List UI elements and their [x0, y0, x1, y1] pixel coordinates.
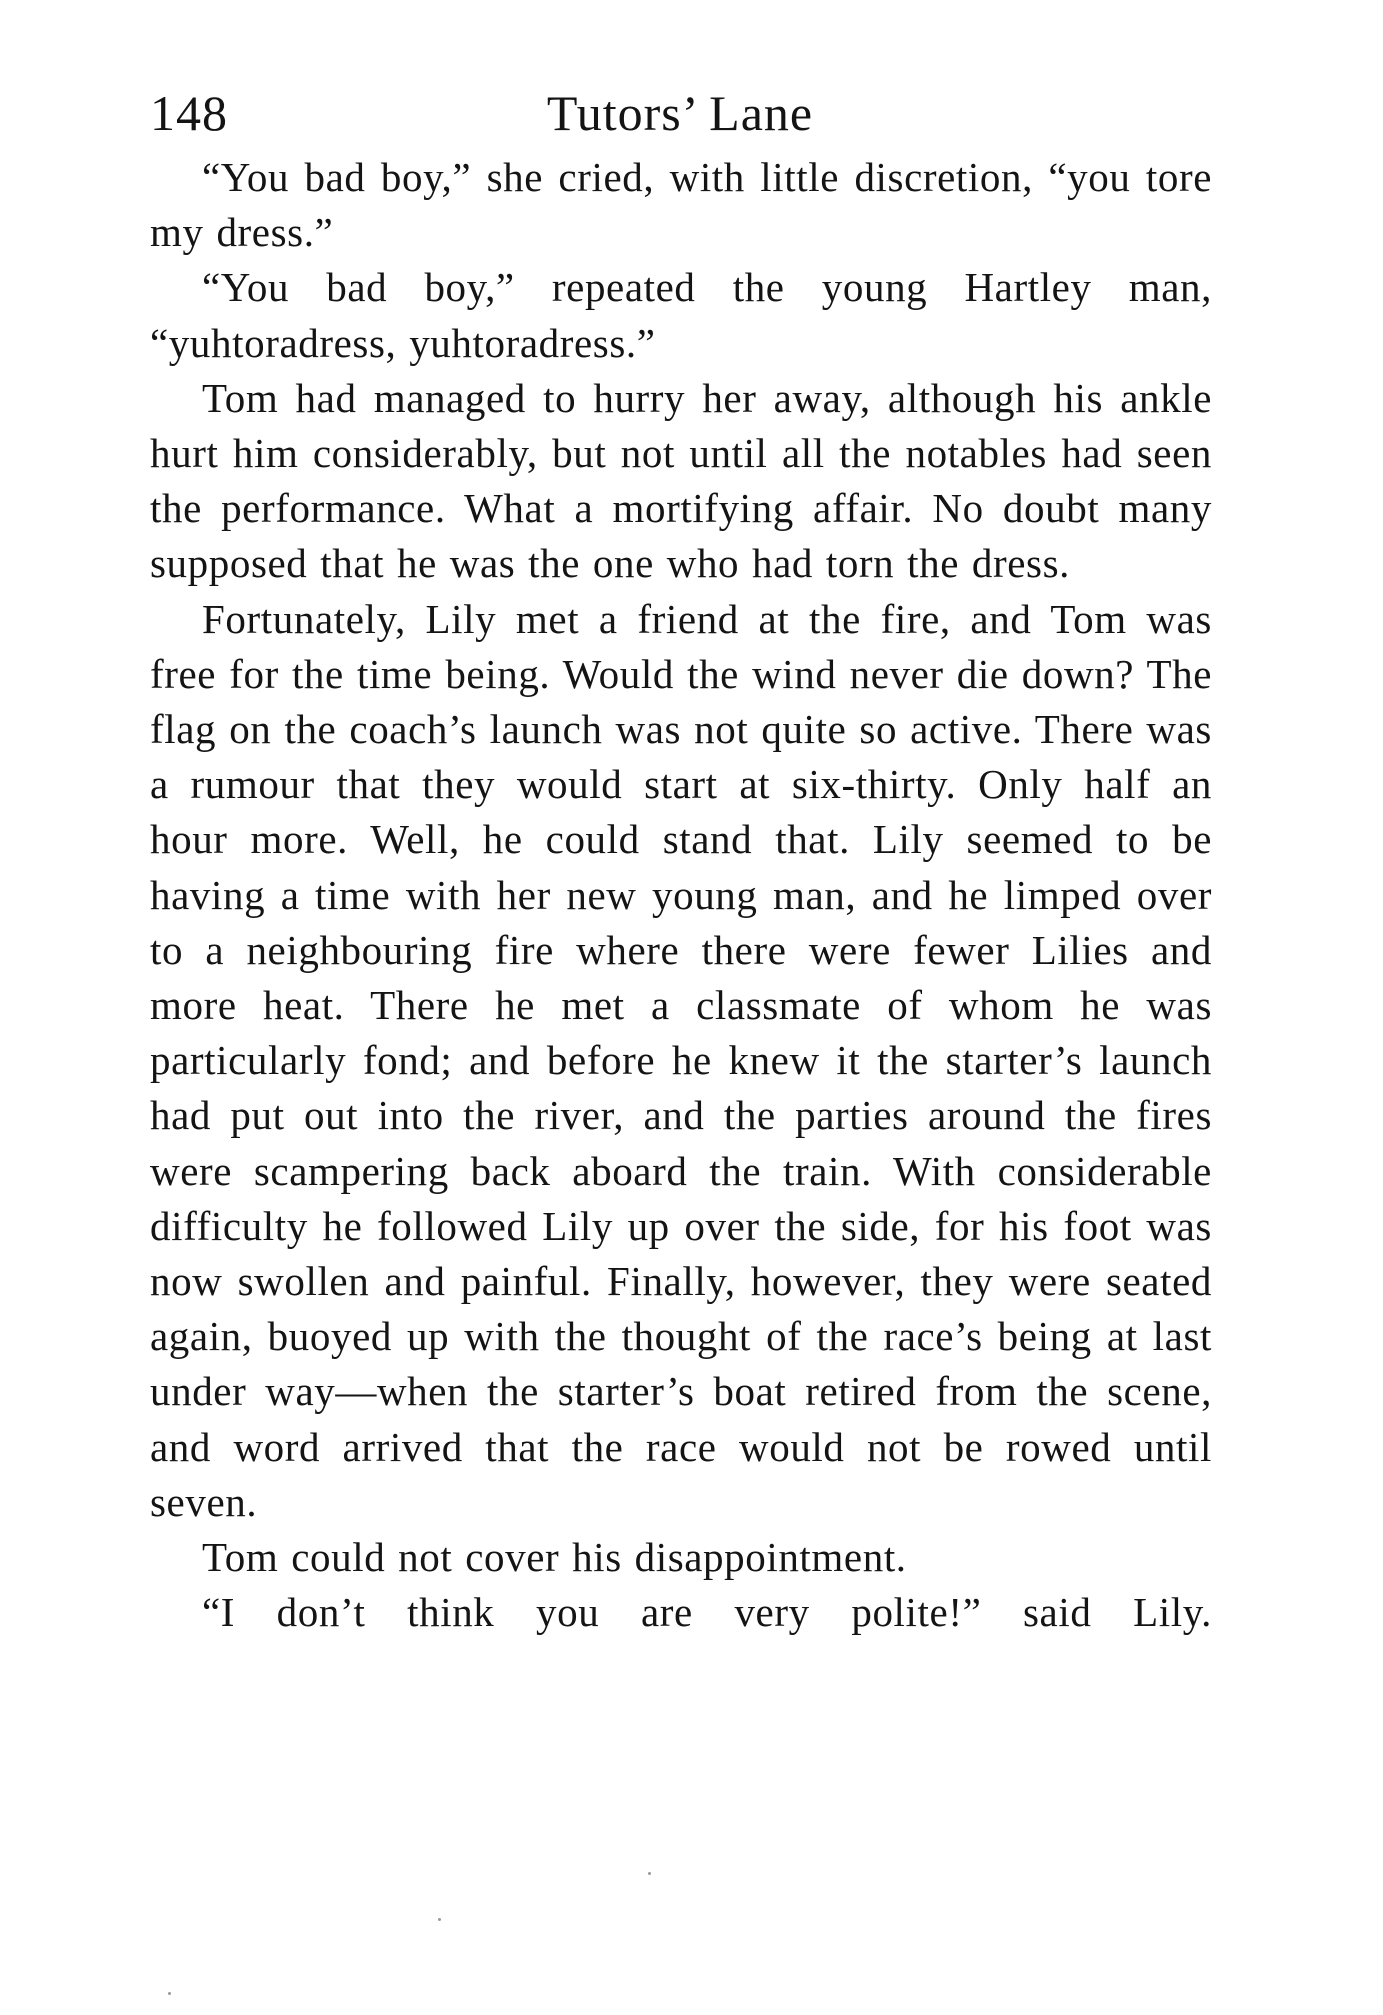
page-header	[150, 78, 1210, 148]
page-number: 148	[150, 85, 228, 141]
paper-speck	[168, 1992, 171, 1995]
paper-speck	[438, 1918, 441, 1921]
paragraph: Tom could not cover his disappointment.	[202, 1534, 907, 1581]
paragraph: “I don’t think you are very polite!” said Lily.	[202, 1589, 1212, 1636]
paper-speck	[648, 1872, 651, 1875]
paragraph: Tom had managed to hurry her away, although his ankle hurt him considerably, but not until all the notables had seen the performance. What a mortifying affair. No doubt many supposed that he was the one who had torn the dress.	[150, 374, 1212, 587]
paragraph: “You bad boy,” repeated the young Hartley man, “yuhtoradress, yuhtoradress.”	[150, 264, 1212, 366]
running-title: Tutors’ Lane	[546, 85, 814, 141]
paragraph: “You bad boy,” she cried, with little discretion, “you tore my dress.”	[150, 154, 1212, 256]
paragraph: Fortunately, Lily met a friend at the fire, and Tom was free for the time being. Would the wind never die down? The flag on the coach’s launch was not quite so active. There was a rumour that they would start at six-thirty. Only half an hour more. Well, he could stand that. Lily seemed to be having a time with her new young man, and he limped over to a neighbouring fire where there were fewer Lilies and more heat. There he met a classmate of whom he was particularly fond; and before he knew it the starter’s launch had put out into the river, and the parties around the fires were scampering back aboard the train. With considerable difficulty he followed Lily up over the side, for his foot was now swollen and painful. Finally, however, they were seated again, buoyed up with the thought of the race’s being at last under way—when the starter’s boat retired from the scene, and word arrived that the race would not be rowed until seven.	[150, 595, 1212, 1525]
body-text	[150, 150, 1212, 1640]
